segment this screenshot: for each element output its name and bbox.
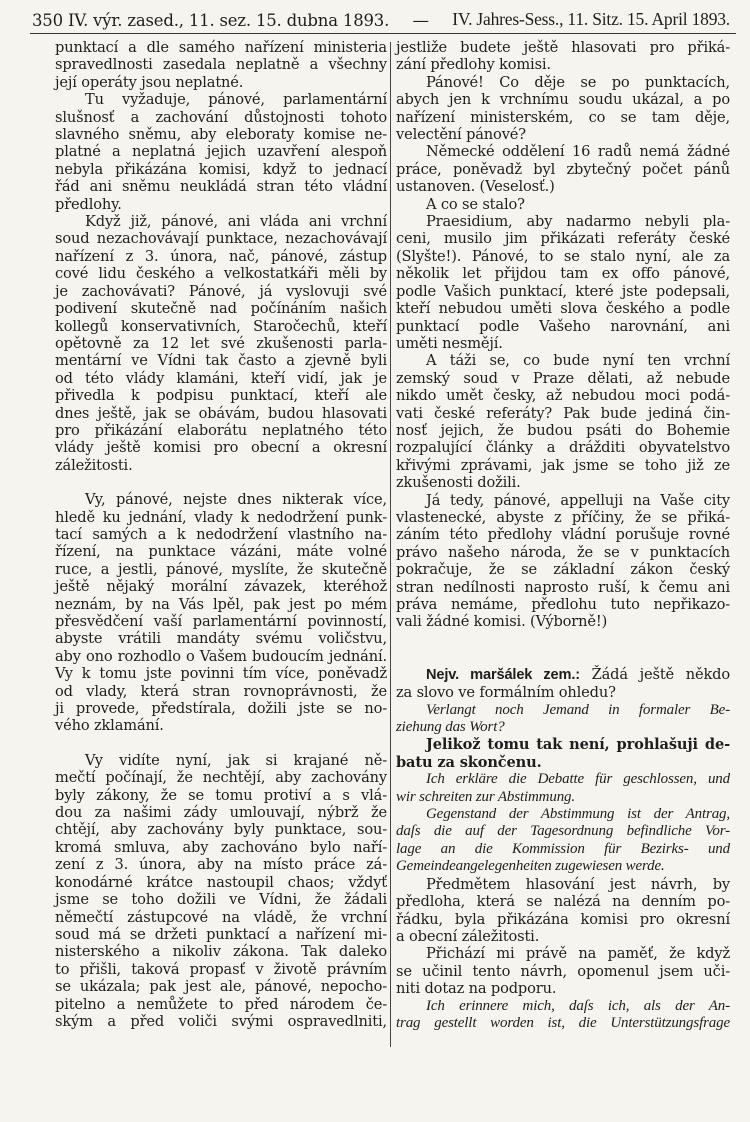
text-line: niti dotaz na podporu. [396, 980, 557, 998]
text-line: křivými zprávami, jak jsme se toho již ze [396, 456, 730, 474]
text-line: a obecní záležitosti. [396, 927, 540, 945]
text-line: vati české referáty? Pak bude jediná čin- [396, 404, 730, 422]
text-line: Přichází mi právě na paměť, že když [426, 945, 730, 963]
text-line: zemský soud v Praze dělati, až nebude [396, 369, 730, 387]
text-line: Německé oddělení 16 radů nemá žádné [426, 143, 730, 161]
text-line: kollegů konservativních, Staročechů, kteří [55, 317, 387, 335]
text-line: abyste vrátili mandáty svému voličstvu, [55, 630, 387, 648]
text-line: slušnosť a zachování důstojnosti tohoto [55, 108, 387, 126]
text-line: několik let přijdou tam ex offo pánové, [396, 265, 730, 283]
text-line: zkušenosti dožili. [396, 474, 521, 492]
text-line: to přišli, taková propasť v životě právním [55, 960, 387, 978]
text-line: nisterského a nikoliv zákona. Tak daleko [55, 943, 387, 961]
text-line: podivení skutečně nad počínáním našich [55, 300, 387, 318]
paragraph [396, 492, 730, 631]
text-line: mentární ve Vídni tak často a zjevně byli [55, 352, 387, 370]
text-line: řád ani sněmu neukládá stran této vládní [55, 178, 387, 196]
text-line: jsme se toho dožili ve Vídni, že žádali [55, 891, 387, 909]
header-german: IV. Jahres-Sess., 11. Sitz. 15. April 1893. [452, 9, 730, 29]
text-line: Tu vyžaduje, pánové, parlamentární [85, 91, 387, 109]
text-line: Já tedy, pánové, appelluji na Vaše city [426, 491, 730, 509]
text-line: nařízení ministerském, co se tam děje, [396, 108, 730, 126]
text-line: spravedlnosti zasedala neplatně a všechny [55, 56, 387, 74]
text-line: nikdo umět česky, až nebudou moci podá- [396, 387, 730, 405]
paragraph [55, 752, 387, 1031]
text-line: Když již, pánové, ani vláda ani vrchní [85, 213, 387, 231]
text-line: nařízení z 3. února, nač, pánové, zástup [55, 247, 387, 265]
paragraph [396, 666, 730, 702]
text-line: se ukázala; pak jest ale, pánové, nepocho- [55, 978, 387, 996]
text-line: platné a neplatná jejich uzavření alespoň [55, 143, 387, 161]
text-line: tací samých a k nedodržení vlastního na- [55, 525, 387, 543]
paragraph [55, 39, 387, 91]
text-line: řízení, na punktace vázáni, máte volné [55, 543, 387, 561]
text-line: právo našeho národa, že se v punktacích [396, 543, 730, 561]
text-line: němečtí zástupcové na vládě, že vrchní [55, 908, 387, 926]
paragraph [396, 876, 730, 946]
text-line: chtějí, aby zachovány byly punktace, sou- [55, 821, 387, 839]
text-line: kromá smluva, aby zachováno bylo naří- [55, 838, 387, 856]
text-line: konodárné krátce nastoupil chaos; vždyť [55, 873, 387, 891]
text-line: přesvědčení vaší parlamentární povinností, [55, 613, 387, 630]
text-line: neznám, by na Vás lpěl, pak jest po mém [55, 595, 387, 613]
text-line: opětovně za 12 let své zkušenosti parla- [55, 334, 387, 352]
text-line: kteří nebudou uměti slova českého a podle [396, 300, 730, 318]
running-header [32, 4, 730, 30]
text-line: dou za našimi zády umlouvají, nýbrž že [55, 804, 387, 822]
text-line: Gemeindeangelegenheiten zugewiesen werde. [396, 858, 665, 875]
text-line: ještě nějaký morální závazek, kteréhož [55, 578, 387, 596]
text-line: předlohy. [55, 195, 122, 213]
text-line: cové lidu českého a velkostatkáři měli by [55, 265, 387, 283]
text-line: A co se stalo? [426, 195, 525, 213]
text-line: soud má se držeti punktací a nařízení mi- [55, 925, 387, 943]
text-line [396, 666, 730, 684]
paragraph [55, 91, 387, 213]
text-line: vého zklamání. [55, 717, 164, 735]
text-line: punktací a dle samého nařízení ministeria [55, 39, 387, 56]
text-line: A táži se, co bude nyní ten vrchní [426, 352, 730, 370]
paragraph [55, 213, 387, 474]
text-line: podle Vašich punktací, které jste podepsali, [396, 282, 730, 300]
text-line: pitelno a nemůžete to před národem če- [55, 995, 387, 1013]
text-line: zání předlohy komisi. [396, 56, 551, 74]
german-paragraph [396, 998, 730, 1033]
german-paragraph [396, 806, 730, 876]
text-line: pokračuje, že se základní zákon český [396, 561, 730, 579]
text-line: dnes ještě, jak se obávám, budou hlasovati [55, 404, 387, 422]
paragraph-gap [55, 735, 387, 752]
text-line: ceni, musilo jim přikázati referáty české [396, 230, 730, 248]
text-line: ruce, a jestli, pánové, myslíte, že skutečně [55, 560, 387, 578]
german-paragraph [396, 771, 730, 806]
text-line: od této vlády klamáni, kteří vidí, jak je [55, 369, 387, 387]
text-line: nosť jejich, že budou psáti do Bohemie [396, 421, 730, 439]
text-line: hledě ku jednání, vlady k nedodržení punk- [55, 508, 387, 526]
left-column [55, 39, 387, 1030]
text-line: stran nedílnosti naprosto ruší, k čemu ani [396, 578, 730, 596]
text-line: vali žádné komisi. (Výborně!) [396, 613, 608, 631]
text-line: Verlangt noch Jemand in formaler Be- [426, 701, 730, 718]
text-line: vlády ještě komisi pro obecní a okresní [55, 439, 387, 457]
text-line: velectění pánové? [396, 126, 526, 144]
text-line: zení z 3. února, aby na místo práce zá- [55, 856, 387, 874]
text-line: punktací podle Vašeho narovnání, ani [396, 317, 730, 335]
text-line: nebyla přikázána komisi, když to jednací [55, 160, 387, 178]
right-column [396, 39, 730, 1032]
text-line: wir schreiten zur Abstimmung. [396, 788, 575, 805]
header-czech: 350 IV. výr. zased., 11. sez. 15. dubna 1893. [32, 11, 390, 30]
text-line: Vy vidíte nyní, jak si krajané ně- [85, 751, 387, 769]
text-line: Vy k tomu jste povinni tím více, poněvadž [55, 665, 387, 683]
paragraph [396, 74, 730, 144]
text-line: ustanoven. (Veselosť.) [396, 178, 555, 196]
paragraph [396, 945, 730, 997]
paragraph [396, 352, 730, 491]
text-line: Gegenstand der Abstimmung ist der Antrag, [426, 806, 730, 823]
text-line: byly zákony, že se tomu protiví a s vlá- [55, 786, 387, 804]
text-line: Pánové! Co děje se po punktacích, [426, 73, 730, 91]
text-line: její operáty jsou neplatné. [55, 73, 244, 91]
text-line: Vy, pánové, nejste dnes nikterak více, [85, 491, 387, 509]
text-line: Předmětem hlasování jest návrh, by [426, 875, 730, 893]
paragraph-gap [55, 474, 387, 491]
text-line: aby ono rozhodlo o Vašem budoucím jednání. [55, 647, 387, 665]
text-line: Jelikož tomu tak není, prohlašuji de- [426, 736, 730, 754]
text-line: rozpalující články a drážditi obyvatelstvo [396, 439, 730, 457]
text-line: abych jen k vrchnímu soudu ukázal, a po [396, 91, 730, 109]
paragraph [396, 143, 730, 195]
text-line: jestliže budete ještě hlasovati pro přiká- [396, 39, 730, 56]
text-line: přivedla k podpisu punktací, kteří ale [55, 387, 387, 405]
speaker-label: Nejv. maršálek zem.: [426, 666, 580, 683]
text-line: vlastenecké, abyste z příčiny, že se přiká- [396, 508, 730, 526]
text-line: předloha, která se nalézá na denním po- [396, 893, 730, 911]
text-line: práva nemáme, předlohu tuto nepřikazo- [396, 596, 730, 613]
text-line: za slovo ve formálním ohledu? [396, 684, 616, 702]
text-line: (Slyšte!). Pánové, to se stalo nyní, ale za [396, 247, 730, 265]
paragraph [396, 39, 730, 74]
text-line: ji provede, předstírala, dožili jste se no- [55, 700, 387, 718]
text-line: uměti nesmějí. [396, 334, 503, 352]
text-line: se učinil tento návrh, opomenul jsem uči- [396, 962, 730, 980]
text-line: ským a před voliči svými ospravedlniti, [55, 1012, 387, 1030]
text-line: soud nezachovávají punktace, nezachovávají [55, 230, 387, 248]
text-line: Ich erkläre die Debatte für geschlossen, und [426, 771, 730, 788]
text-line: pro přikázání elaborátu neplatného této [55, 421, 387, 439]
header-separator: — [412, 11, 429, 30]
text-line: Praesidium, aby nadarmo nebyli pla- [426, 213, 730, 231]
german-paragraph [396, 702, 730, 737]
paragraph [396, 196, 730, 213]
text-line: mečtí počínají, že nechtějí, aby zachovány [55, 769, 387, 787]
text-line: od vlady, která stran rovnoprávnosti, že [55, 682, 387, 700]
header-rule [30, 33, 736, 34]
paragraph-gap [396, 631, 730, 666]
paragraph [396, 213, 730, 352]
text-line: slavného sněmu, aby eleboraty komise ne- [55, 126, 387, 144]
text-line: Ich erinnere mich, daſs ich, als der An- [426, 997, 730, 1014]
text-line: řádku, byla přikázána komisi pro okresní [396, 910, 730, 928]
text-line: batu za skončenu. [396, 753, 542, 771]
text-line: je zachovávati? Pánové, já vyslovuji své [55, 282, 387, 300]
text-line: trag gestellt worden ist, die Unterstützungsfrage [396, 1014, 730, 1031]
column-divider [390, 42, 391, 1047]
text-line: ziehung das Wort? [396, 719, 505, 736]
paragraph [55, 491, 387, 735]
text-line: záležitosti. [55, 456, 133, 474]
paragraph [396, 736, 730, 771]
text-line: záním této předlohy vládní porušuje rovné [396, 526, 730, 544]
speech-text: Žádá ještě někdo [579, 665, 730, 683]
text-line: lage an die Kommission für Bezirks- und [396, 840, 730, 857]
text-line: daſs die auf der Tagesordnung befindliche Vor- [396, 823, 730, 840]
text-line: práce, poněvadž byl zbytečný počet pánů [396, 160, 730, 178]
